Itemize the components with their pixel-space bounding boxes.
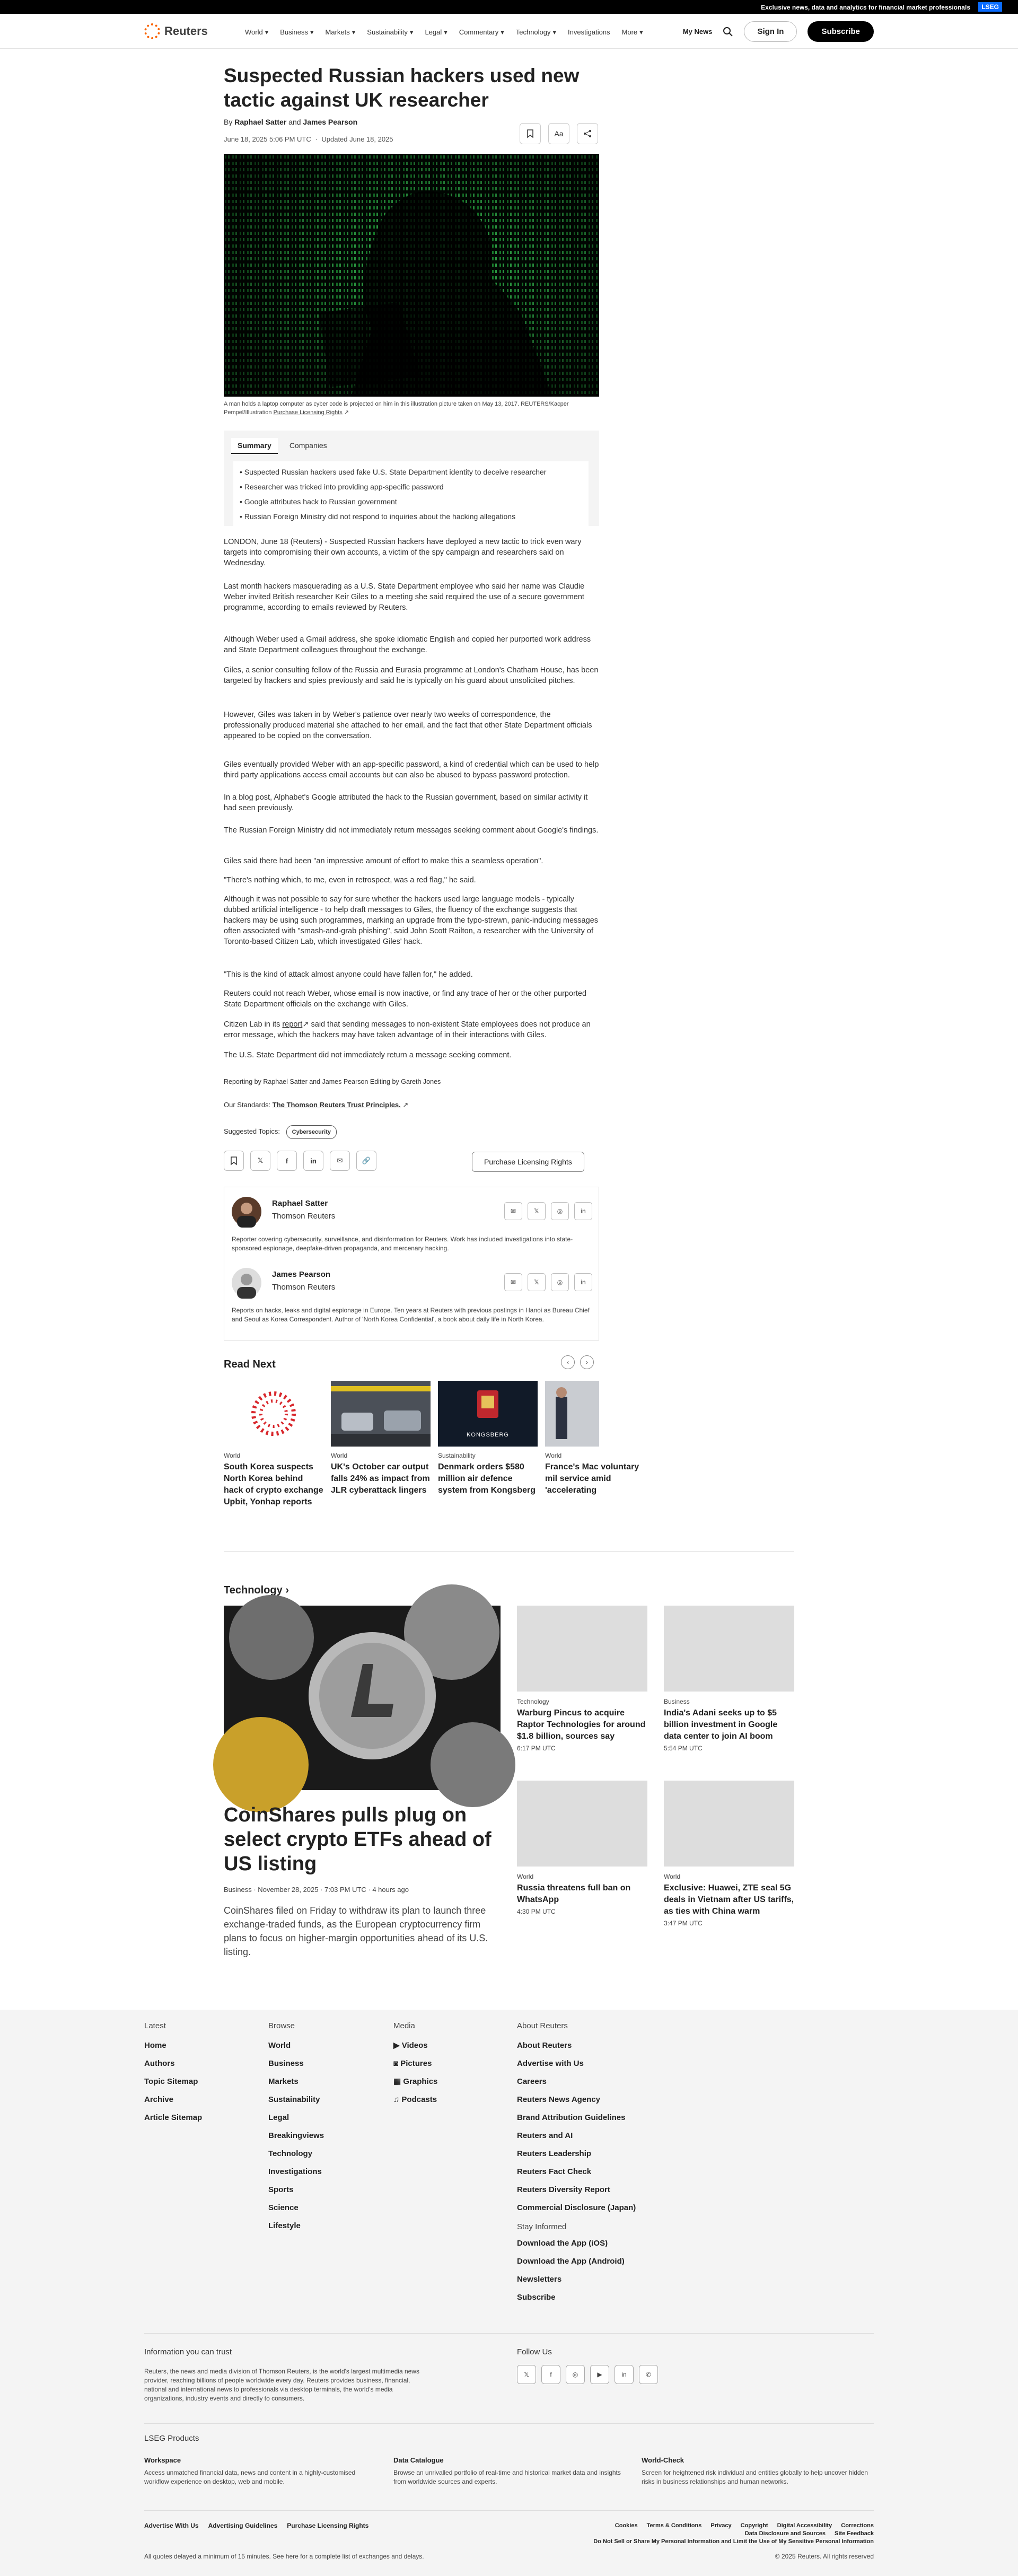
- footer-link[interactable]: Newsletters: [517, 2275, 562, 2284]
- tech-lead-meta: Business · November 28, 2025 · 7:03 PM UTC · 4 hours ago: [224, 1886, 409, 1894]
- citizen-lab-prefix: Citizen Lab in its: [224, 1020, 280, 1029]
- x-icon[interactable]: 𝕏: [528, 1202, 546, 1220]
- read-next-card[interactable]: [438, 1381, 538, 1496]
- footer-link[interactable]: Reuters and AI: [517, 2131, 573, 2140]
- chevron-down-icon: ▾: [310, 28, 314, 36]
- hero-image[interactable]: [224, 154, 599, 397]
- footer-link[interactable]: Reuters News Agency: [517, 2095, 601, 2104]
- footer-link-label: Pictures: [400, 2059, 432, 2068]
- card-category: Sustainability: [438, 1452, 476, 1459]
- summary-item: • Researcher was tricked into providing app-specific password: [240, 479, 582, 494]
- footer-legal-link[interactable]: Purchase Licensing Rights: [287, 2522, 369, 2529]
- trust-heading: Information you can trust: [144, 2347, 232, 2356]
- footer-subheading: Stay Informed: [517, 2222, 567, 2231]
- byline: [224, 118, 357, 126]
- nav-commentary[interactable]: Commentary: [459, 28, 499, 36]
- share-button[interactable]: [577, 123, 598, 144]
- read-next-title: Read Next: [224, 1359, 276, 1370]
- author-org: Thomson Reuters: [272, 1283, 336, 1292]
- share-email-button[interactable]: [330, 1151, 350, 1171]
- published-date: June 18, 2025 5:06 PM UTC: [224, 135, 311, 143]
- footer-link[interactable]: Careers: [517, 2077, 547, 2086]
- footer-link[interactable]: Sports: [268, 2185, 294, 2194]
- standards-label: Our Standards:: [224, 1101, 271, 1109]
- bookmark-button[interactable]: [224, 1151, 244, 1171]
- article-paragraph: The U.S. State Department did not immediately return a message seeking comment.: [224, 1051, 512, 1059]
- footer-link[interactable]: Business: [268, 2059, 304, 2068]
- purchase-licensing-button[interactable]: Purchase Licensing Rights: [472, 1152, 584, 1172]
- banner-message: Exclusive news, data and analytics for financial market professionals: [761, 4, 970, 11]
- author-org: Thomson Reuters: [272, 1212, 336, 1221]
- chevron-down-icon: ▾: [444, 28, 447, 36]
- follow-heading: Follow Us: [517, 2347, 552, 2356]
- summary-item: • Russian Foreign Ministry did not respond to inquiries about the hacking allegations: [240, 509, 582, 524]
- footer-heading: About Reuters: [517, 2021, 568, 2030]
- footer-link[interactable]: Reuters Diversity Report: [517, 2185, 610, 2194]
- footer-link[interactable]: Markets: [268, 2077, 299, 2086]
- headphones-icon: ♫: [393, 2095, 400, 2104]
- lseg-products-heading: LSEG Products: [144, 2434, 199, 2443]
- article-paragraph: Although it was not possible to say for sure whether the hackers used large language models - typically dubbed artificial intelligence - to help draft messages to Giles, the fluency of the exchange suggests that hackers may be using such programmes, marking an upgrade from the typo-strewn, panic-inducing messages often associated with "smash-and-grab phishing", said John Scott Railton, a researcher with the University of Toronto-based Citizen Lab, which investigated Giles' hack.: [224, 895, 599, 946]
- text-size-button[interactable]: Aa: [548, 123, 569, 144]
- instagram-icon[interactable]: ◎: [566, 2365, 585, 2384]
- card-title[interactable]: France's Mac voluntary mil service amid 'accelerating: [545, 1462, 639, 1495]
- footer-link-graphics[interactable]: [393, 2073, 437, 2091]
- legal-links-right: [546, 2522, 874, 2546]
- footer-link[interactable]: Download the App (iOS): [517, 2239, 608, 2248]
- footer-link[interactable]: Topic Sitemap: [144, 2077, 198, 2086]
- author-photo: [232, 1268, 261, 1298]
- footer-legal-link[interactable]: Do Not Sell or Share My Personal Information and Limit the Use of My Sensitive Personal Information: [593, 2538, 874, 2545]
- footer-link-label: Podcasts: [401, 2095, 437, 2104]
- author-bio: Reporter covering cybersecurity, surveillance, and disinformation for Reuters. Work has included investigations into state-sponsored espionage, deepfake-driven propaganda, and mercenary hacking.: [232, 1236, 573, 1252]
- tech-card[interactable]: [517, 1781, 647, 1915]
- avatar[interactable]: [232, 1268, 261, 1298]
- footer-legal-link[interactable]: Advertise With Us: [144, 2522, 199, 2529]
- facebook-icon[interactable]: f: [541, 2365, 560, 2384]
- tech-card[interactable]: [517, 1606, 647, 1752]
- article-paragraph: Giles said there had been "an impressive amount of effort to make this a seamless operation".: [224, 857, 543, 865]
- card-category: World: [545, 1452, 562, 1459]
- citizen-lab-text: said that sending messages to non-existent State employees does not produce an error message, which the hackers may have taken advantage of in their interactions with Giles.: [224, 1020, 591, 1039]
- card-category: World: [517, 1873, 534, 1880]
- card-category: World: [664, 1873, 681, 1880]
- bookmark-button[interactable]: [520, 123, 541, 144]
- kongsberg-sign-text: KONGSBERG: [467, 1432, 509, 1438]
- card-title[interactable]: Exclusive: Huawei, ZTE seal 5G deals in Vietnam after US tariffs, as ties with China warm: [664, 1883, 794, 1916]
- instagram-icon[interactable]: ◎: [551, 1202, 569, 1220]
- tab-summary[interactable]: Summary: [231, 438, 278, 454]
- card-image: [224, 1381, 323, 1447]
- youtube-icon[interactable]: ▶: [590, 2365, 609, 2384]
- footer-latest: [144, 2021, 202, 2127]
- article-paragraph: Although Weber used a Gmail address, she spoke idiomatic English and copied her purported work address and State Department colleagues throughout the exchange.: [224, 635, 591, 654]
- bookmark-icon: [231, 1156, 237, 1165]
- quotes-disclaimer: All quotes delayed a minimum of 15 minutes. See here for a complete list of exchanges and delays.: [144, 2553, 424, 2560]
- copy-link-button[interactable]: [356, 1151, 376, 1171]
- article-paragraph: The Russian Foreign Ministry did not immediately return messages seeking comment about Google's findings.: [224, 826, 599, 835]
- logo-text: Reuters: [164, 24, 208, 38]
- article-credits: Reporting by Raphael Satter and James Pearson Editing by Gareth Jones: [224, 1078, 441, 1085]
- search-icon[interactable]: [723, 27, 733, 37]
- card-image-placeholder: [664, 1606, 794, 1692]
- card-title[interactable]: India's Adani seeks up to $5 billion investment in Google data center to join AI boom: [664, 1708, 778, 1741]
- article-paragraph: Last month hackers masquerading as a U.S. State Department employee who said her name was Claudie Weber invited British researcher Keir Giles to a meeting she said required the use of a secure government programme, according to emails reviewed by Reuters.: [224, 582, 585, 612]
- france-image: [545, 1381, 599, 1447]
- article-paragraph: "This is the kind of attack almost anyone could have fallen for," he added.: [224, 970, 473, 979]
- email-icon: ✉: [337, 1156, 343, 1164]
- caption-licensing-link[interactable]: Purchase Licensing Rights: [273, 409, 343, 416]
- tab-companies[interactable]: Companies: [289, 441, 327, 450]
- share-x-button[interactable]: [250, 1151, 270, 1171]
- nav-markets[interactable]: Markets: [325, 28, 350, 36]
- card-image-placeholder: [517, 1606, 647, 1692]
- linkedin-icon[interactable]: in: [615, 2365, 634, 2384]
- site-header: [0, 14, 1018, 49]
- footer-legal-link[interactable]: Copyright: [740, 2522, 768, 2529]
- author-bio: Reports on hacks, leaks and digital espionage in Europe. Ten years at Reuters with previous postings in Hanoi as Bureau Chief and Seoul as Korea Correspondent. Author of 'North Korea Confidential', a book about daily life in North Korea.: [232, 1307, 590, 1323]
- card-category: World: [224, 1452, 241, 1459]
- footer-link[interactable]: Authors: [144, 2059, 175, 2068]
- footer-link[interactable]: Advertise with Us: [517, 2059, 584, 2068]
- tech-card[interactable]: [664, 1781, 794, 1927]
- citizen-lab-report-link[interactable]: report: [282, 1020, 303, 1029]
- share-row: [224, 1151, 376, 1171]
- chevron-right-icon[interactable]: ›: [580, 1355, 594, 1369]
- byline-prefix: By: [224, 118, 233, 126]
- footer-link[interactable]: World: [268, 2041, 291, 2050]
- card-category: World: [331, 1452, 348, 1459]
- author-social: [504, 1273, 592, 1291]
- technology-section-title[interactable]: [224, 1584, 289, 1597]
- nav-sustainability[interactable]: Sustainability: [367, 28, 408, 36]
- summary-item: • Suspected Russian hackers used fake U.S. State Department identity to deceive researcher: [240, 465, 582, 479]
- article-paragraph: "There's nothing which, to me, even in retrospect, was a red flag," he said.: [224, 876, 476, 884]
- footer-divider: [144, 2510, 874, 2511]
- chevron-down-icon: ▾: [501, 28, 504, 36]
- image-caption: [224, 400, 599, 417]
- header-actions: [683, 21, 874, 42]
- footer-link[interactable]: Archive: [144, 2095, 174, 2104]
- instagram-icon[interactable]: ◎: [551, 1273, 569, 1291]
- chevron-down-icon: ▾: [409, 28, 414, 36]
- updated-date: Updated June 18, 2025: [321, 135, 393, 143]
- chevron-down-icon: ▾: [552, 28, 557, 36]
- footer-link[interactable]: Lifestyle: [268, 2221, 301, 2230]
- footer-link-label: Graphics: [403, 2077, 438, 2086]
- x-icon[interactable]: 𝕏: [528, 1273, 546, 1291]
- cyber-code-illustration: [224, 154, 599, 397]
- chart-icon: ▦: [393, 2077, 401, 2086]
- card-image: [438, 1381, 538, 1447]
- lseg-logo[interactable]: LSEG: [978, 2, 1002, 12]
- footer-link[interactable]: Subscribe: [517, 2293, 556, 2302]
- footer-legal-link[interactable]: Digital Accessibility: [777, 2522, 832, 2529]
- footer-media: [393, 2021, 437, 2109]
- footer-link-videos[interactable]: [393, 2037, 437, 2055]
- external-link-icon: ↗: [302, 1020, 309, 1029]
- footer-divider: [144, 2423, 874, 2424]
- summary-list: [233, 461, 589, 527]
- card-time: 4:30 PM UTC: [517, 1908, 556, 1915]
- dateline: June 18, 2025 5:06 PM UTC · Updated June 18, 2025: [224, 135, 393, 143]
- nav-world[interactable]: World: [245, 28, 263, 36]
- article-headline: Suspected Russian hackers used new tactic against UK researcher: [224, 65, 580, 111]
- card-title[interactable]: Russia threatens full ban on WhatsApp: [517, 1883, 631, 1904]
- crypto-coins-image: [224, 1606, 501, 1790]
- main-nav: [245, 28, 643, 37]
- footer-about: [517, 2021, 636, 2307]
- copyright: © 2025 Reuters. All rights reserved: [775, 2553, 874, 2560]
- author-link[interactable]: Raphael Satter: [234, 118, 287, 126]
- footer-link[interactable]: Investigations: [268, 2167, 322, 2176]
- article-paragraph: Giles, a senior consulting fellow of the Russia and Eurasia programme at London's Chatham House, has been targeted by hackers and spies previously and said he is typically on his guard about unsolicited pitches.: [224, 666, 599, 685]
- upbit-logo-image: [224, 1381, 323, 1447]
- bookmark-icon: [527, 129, 533, 138]
- x-icon: 𝕏: [257, 1156, 264, 1164]
- tech-card[interactable]: [664, 1606, 794, 1752]
- carousel-controls: [561, 1355, 594, 1369]
- footer-link[interactable]: Breakingviews: [268, 2131, 324, 2140]
- camera-icon: ◙: [393, 2059, 399, 2068]
- follow-icons: [517, 2365, 658, 2384]
- footer-browse: [268, 2021, 324, 2235]
- footer-legal-link[interactable]: Site Feedback: [835, 2530, 874, 2537]
- card-title[interactable]: Warburg Pincus to acquire Raptor Technologies for around $1.8 billion, sources say: [517, 1708, 646, 1741]
- trust-body: Reuters, the news and media division of Thomson Reuters, is the world's largest multimedia news provider, reaching billions of people worldwide every day. Reuters provides business, financial, national and international news to professionals via desktop terminals, the world's media organizations, industry events and directly to consumers.: [144, 2368, 419, 2402]
- product-desc: Access unmatched financial data, news and content in a highly-customised workflow experience on desktop, web and mobile.: [144, 2469, 356, 2485]
- footer-link[interactable]: Reuters Leadership: [517, 2149, 592, 2158]
- footer-link[interactable]: Legal: [268, 2113, 289, 2122]
- video-icon: ▶: [393, 2041, 400, 2050]
- card-time: 5:54 PM UTC: [664, 1745, 703, 1752]
- author-name[interactable]: James Pearson: [272, 1270, 331, 1279]
- tech-lead-description: CoinShares filed on Friday to withdraw its plan to launch three exchange-traded funds, as the European cryptocurrency firm plans to focus on higher-margin opportunities ahead of its U.S. listing.: [224, 1905, 488, 1957]
- footer-heading: Media: [393, 2021, 415, 2030]
- read-next-card[interactable]: [224, 1381, 323, 1508]
- author-box: [224, 1187, 599, 1340]
- card-image-placeholder: [517, 1781, 647, 1867]
- nav-legal[interactable]: Legal: [425, 28, 442, 36]
- chevron-left-icon[interactable]: ‹: [561, 1355, 575, 1369]
- card-image-placeholder: [664, 1781, 794, 1867]
- footer-legal-link[interactable]: Terms & Conditions: [646, 2522, 702, 2529]
- x-icon[interactable]: 𝕏: [517, 2365, 536, 2384]
- footer-divider: [144, 2333, 874, 2334]
- read-next-card[interactable]: [545, 1381, 639, 1496]
- trust-principles-link[interactable]: The Thomson Reuters Trust Principles.: [272, 1101, 401, 1109]
- external-link-icon: ↗: [402, 1101, 409, 1109]
- topics-label: Suggested Topics:: [224, 1127, 280, 1135]
- sign-in-button[interactable]: Sign In: [744, 21, 797, 42]
- chevron-down-icon: ▾: [352, 28, 356, 36]
- summary-box: [224, 431, 599, 526]
- section-divider: [224, 1551, 794, 1552]
- technology-title-text: Technology: [224, 1584, 283, 1596]
- card-title[interactable]: UK's October car output falls 24% as impact from JLR cyberattack lingers: [331, 1462, 430, 1495]
- footer-link-label: Videos: [401, 2041, 428, 2050]
- car-factory-image: [331, 1381, 431, 1447]
- chevron-right-icon: ›: [285, 1584, 289, 1596]
- footer-link[interactable]: About Reuters: [517, 2041, 572, 2050]
- nav-business[interactable]: Business: [280, 28, 308, 36]
- footer-legal-link[interactable]: Corrections: [841, 2522, 874, 2529]
- article-tools: [520, 123, 598, 144]
- tech-lead-image[interactable]: [224, 1606, 501, 1790]
- footer-heading: Latest: [144, 2021, 166, 2030]
- facebook-icon: f: [285, 1156, 288, 1165]
- article-paragraph: Reuters could not reach Weber, whose email is now inactive, or find any trace of her or the other purported State Department officials on the exchange with Giles.: [224, 989, 587, 1009]
- card-time: 3:47 PM UTC: [664, 1920, 703, 1927]
- card-category: Technology: [517, 1698, 549, 1705]
- site-footer: [0, 2010, 1018, 2576]
- article-paragraph-citizen-lab: [224, 1019, 599, 1040]
- product-card[interactable]: [393, 2456, 621, 2486]
- caption-text: A man holds a laptop computer as cyber code is projected on him in this illustration picture taken on May 13, 2017. REUTERS/Kacper Pempel/Illustration: [224, 401, 569, 416]
- footer-link[interactable]: Article Sitemap: [144, 2113, 203, 2122]
- footer-link[interactable]: Commercial Disclosure (Japan): [517, 2203, 636, 2212]
- card-category: Business: [664, 1698, 690, 1705]
- standards: [224, 1100, 599, 1110]
- suggested-topics: [224, 1125, 599, 1139]
- article-paragraph: In a blog post, Alphabet's Google attributed the hack to the Russian government, based on similar activity it had seen previously.: [224, 793, 588, 812]
- avatar[interactable]: [232, 1197, 261, 1226]
- reuters-logo-icon: [144, 23, 160, 39]
- nav-investigations[interactable]: Investigations: [568, 28, 610, 36]
- footer-link[interactable]: Sustainability: [268, 2095, 320, 2104]
- topic-pill[interactable]: Cybersecurity: [286, 1125, 337, 1139]
- author-link[interactable]: James Pearson: [303, 118, 358, 126]
- chevron-down-icon: ▾: [265, 28, 269, 36]
- footer-link[interactable]: Technology: [268, 2149, 313, 2158]
- product-desc: Screen for heightened risk individual and entities globally to help uncover hidden risks in business relationships and human networks.: [642, 2469, 868, 2485]
- email-icon[interactable]: ✉: [504, 1273, 522, 1291]
- product-card[interactable]: [144, 2456, 372, 2486]
- product-name[interactable]: World-Check: [642, 2456, 684, 2464]
- linkedin-icon[interactable]: in: [574, 1202, 592, 1220]
- product-name[interactable]: Workspace: [144, 2456, 181, 2464]
- nav-technology[interactable]: Technology: [515, 28, 551, 36]
- article-paragraph: LONDON, June 18 (Reuters) - Suspected Russian hackers have deployed a new tactic to trick even wary targets into compromising their own accounts, a victim of the spy campaign and researchers said on Wednesday.: [224, 538, 582, 567]
- footer-link[interactable]: Download the App (Android): [517, 2257, 625, 2266]
- product-desc: Browse an unrivalled portfolio of real-time and historical market data and insights from worldwide sources and experts.: [393, 2469, 621, 2485]
- card-title[interactable]: Denmark orders $580 million air defence system from Kongsberg: [438, 1462, 536, 1495]
- summary-item: • Google attributes hack to Russian government: [240, 494, 582, 509]
- footer-link[interactable]: Reuters Fact Check: [517, 2167, 592, 2176]
- footer-link[interactable]: Science: [268, 2203, 299, 2212]
- share-linkedin-button[interactable]: [303, 1151, 323, 1171]
- card-time: 6:17 PM UTC: [517, 1745, 556, 1752]
- article-paragraph: However, Giles was taken in by Weber's patience over nearly two weeks of correspondence, the professionally produced material she attached to her email, and the fact that other State Department officials appeared to be copied on the conversation.: [224, 711, 592, 740]
- email-icon[interactable]: ✉: [504, 1202, 522, 1220]
- article-paragraph: Giles eventually provided Weber with an app-specific password, a kind of credential which can be used to help third party applications access email accounts but can also be abused to bypass password protection.: [224, 760, 599, 779]
- linkedin-icon[interactable]: in: [574, 1273, 592, 1291]
- my-news-link[interactable]: My News: [682, 28, 713, 36]
- footer-link[interactable]: Brand Attribution Guidelines: [517, 2113, 626, 2122]
- link-icon: 🔗: [362, 1156, 371, 1164]
- author-name[interactable]: Raphael Satter: [272, 1199, 328, 1208]
- subscribe-button[interactable]: Subscribe: [808, 21, 874, 42]
- footer-link[interactable]: Home: [144, 2041, 166, 2050]
- product-name[interactable]: Data Catalogue: [393, 2456, 444, 2464]
- byline-and: and: [288, 118, 301, 126]
- top-banner[interactable]: [0, 0, 1018, 14]
- footer-legal-link[interactable]: Cookies: [615, 2522, 638, 2529]
- footer-link-podcasts[interactable]: [393, 2091, 437, 2109]
- legal-links-left: [144, 2522, 368, 2529]
- card-image: [545, 1381, 599, 1447]
- linkedin-icon: in: [310, 1156, 317, 1165]
- footer-legal-link[interactable]: Advertising Guidelines: [208, 2522, 278, 2529]
- author-photo: [232, 1197, 261, 1226]
- card-title[interactable]: South Korea suspects North Korea behind hack of crypto exchange Upbit, Yonhap reports: [224, 1462, 323, 1506]
- nav-more[interactable]: More: [621, 28, 638, 36]
- card-image: [331, 1381, 431, 1447]
- whatsapp-icon[interactable]: ✆: [639, 2365, 658, 2384]
- footer-legal-link[interactable]: Data Disclosure and Sources: [744, 2530, 826, 2537]
- author-social: [504, 1202, 592, 1220]
- reuters-logo[interactable]: [144, 23, 208, 39]
- footer-link-pictures[interactable]: [393, 2055, 437, 2073]
- chevron-down-icon: ▾: [639, 28, 643, 36]
- share-icon: [583, 129, 592, 138]
- footer-heading: Browse: [268, 2021, 295, 2030]
- product-card[interactable]: [642, 2456, 870, 2486]
- tech-lead-headline[interactable]: CoinShares pulls plug on select crypto ETFs ahead of US listing: [224, 1804, 492, 1875]
- share-facebook-button[interactable]: [277, 1151, 297, 1171]
- external-link-icon: ↗: [344, 409, 349, 416]
- read-next-card[interactable]: [331, 1381, 431, 1496]
- footer-legal-link[interactable]: Privacy: [710, 2522, 732, 2529]
